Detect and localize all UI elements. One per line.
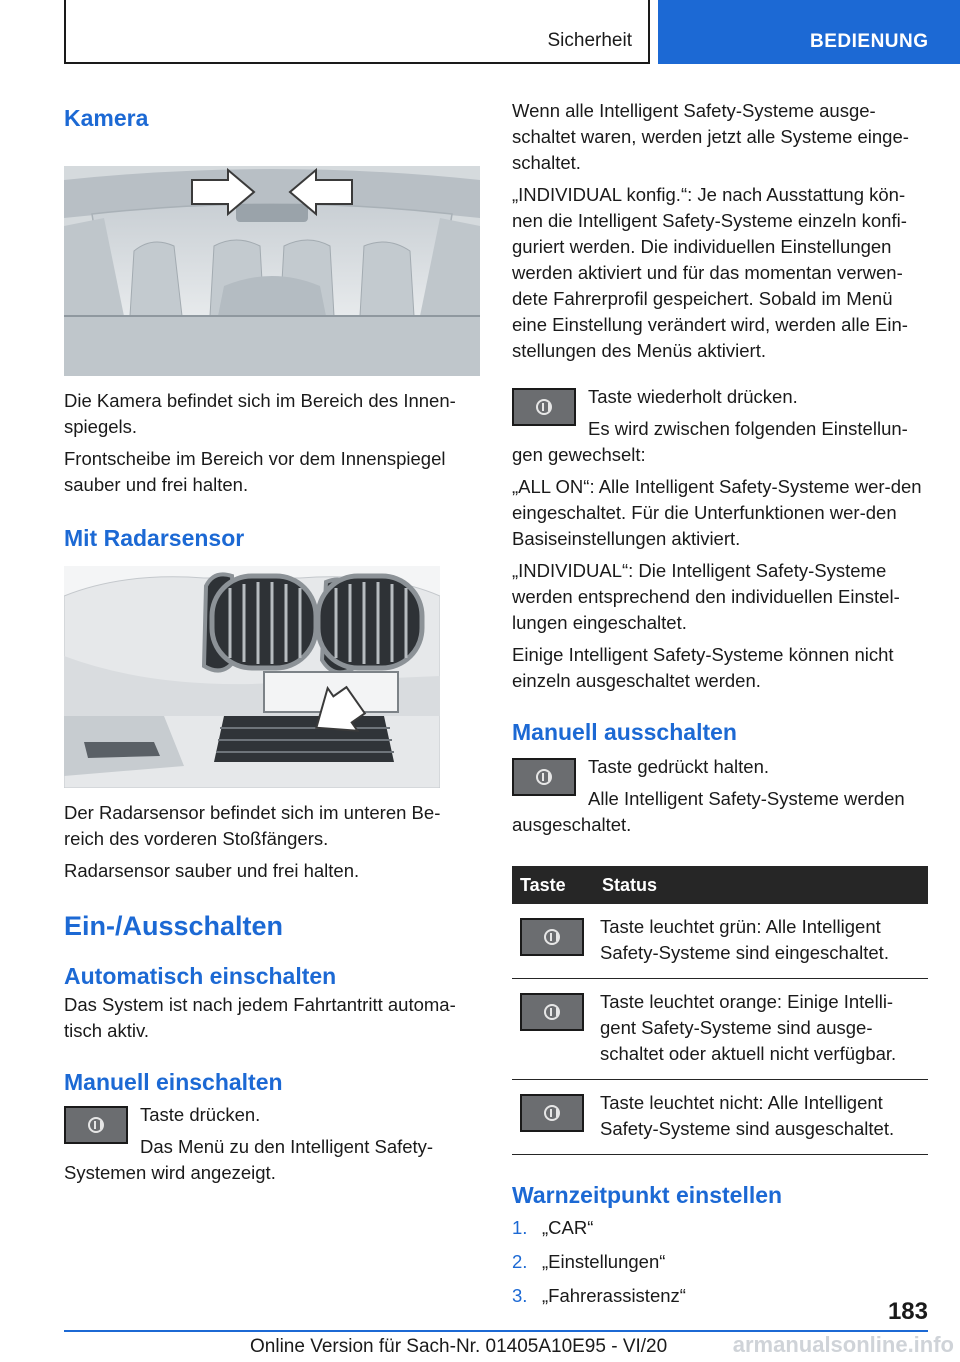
manual-off-instruction: Taste gedrückt halten.	[588, 756, 769, 777]
watermark-text: armanualsonline.info	[732, 1332, 954, 1357]
header-chapter-tab	[658, 0, 960, 64]
manual-off-block	[512, 754, 928, 838]
auto-on-text: Das System ist nach jedem Fahrtantritt automa-tisch aktiv.	[64, 994, 456, 1041]
list-item: 3. „Fahrerassistenz“	[512, 1285, 686, 1306]
status-orange-text: Taste leuchtet orange: Einige Intelli-gent Safety-Systeme sind ausge-schaltet oder aktuell nicht verfügbar.	[594, 979, 928, 1080]
heading-warning-time: Warnzeitpunkt einstellen	[512, 1182, 783, 1208]
heading-manual-on: Manuell einschalten	[64, 1069, 283, 1095]
heading-radar: Mit Radarsensor	[64, 525, 245, 551]
not-individually-off-text: Einige Intelligent Safety-Systeme können nicht einzeln ausgeschaltet werden.	[512, 644, 894, 691]
safety-button-icon	[536, 769, 552, 785]
safety-button-icon	[544, 1004, 560, 1020]
table-row	[512, 1080, 928, 1155]
manual-on-instruction: Taste drücken.	[140, 1104, 261, 1125]
camera-clean-text: Frontscheibe im Bereich vor dem Innenspiegel sauber und frei halten.	[64, 448, 446, 495]
manual-off-result: Alle Intelligent Safety-Systeme werden ausgeschaltet.	[512, 788, 905, 835]
heading-auto-on: Automatisch einschalten	[64, 963, 337, 989]
table-row	[512, 979, 928, 1080]
safety-button-key-green	[520, 918, 584, 956]
repeat-press-instruction: Taste wiederholt drücken.	[588, 386, 798, 407]
safety-button-icon	[544, 1105, 560, 1121]
list-item: 1. „CAR“	[512, 1217, 594, 1238]
repeat-press-result: Es wird zwischen folgenden Einstellun-gen gewechselt:	[512, 418, 908, 465]
page-number: 183	[887, 1298, 928, 1325]
manual-on-result: Das Menü zu den Intelligent Safety-Systemen wird angezeigt.	[64, 1136, 434, 1183]
heading-camera: Kamera	[64, 105, 149, 131]
car-interior-illustration	[64, 166, 480, 376]
car-front-illustration	[64, 566, 440, 788]
right-column	[512, 96, 928, 1313]
camera-illustration	[64, 166, 480, 376]
radar-illustration	[64, 566, 440, 788]
table-header-row	[512, 866, 928, 904]
safety-button-key-off	[520, 1094, 584, 1132]
button-status-table	[512, 866, 928, 1155]
safety-button-icon	[544, 929, 560, 945]
radar-location-text: Der Radarsensor befindet sich im unteren Be-reich des vorderen Stoßfängers.	[64, 802, 441, 849]
table-row	[512, 904, 928, 979]
safety-button-key-orange	[520, 993, 584, 1031]
table-header-status: Status	[594, 866, 928, 904]
individual-config-text: „INDIVIDUAL konfig.“: Je nach Ausstattung kön-nen die Intelligent Safety-Systeme einzeln konfi-guriert werden. Die individuellen Einstellungen werden aktiviert und für das momentan verwen-dete Fahrerprofil gespeichert. Sobald im Menü eine Einstellung verändert wird, werden alle Ein-stellungen des Menüs aktiviert.	[512, 184, 908, 361]
header-section-box	[64, 0, 650, 64]
safety-button-icon	[536, 399, 552, 415]
safety-button-key	[64, 1106, 128, 1144]
individual-text: „INDIVIDUAL“: Die Intelligent Safety-Systeme werden entsprechend den individuellen Einstel-lungen eingeschaltet.	[512, 560, 900, 633]
all-off-text: Wenn alle Intelligent Safety-Systeme ausge-schaltet waren, werden jetzt alle Systeme einge-schaltet.	[512, 100, 909, 173]
list-item: 2. „Einstellungen“	[512, 1251, 666, 1272]
header-section-title: Sicherheit	[547, 30, 632, 51]
all-on-text: „ALL ON“: Alle Intelligent Safety-Systeme wer-den eingeschaltet. Für die Unterfunktionen wer-den Basiseinstellungen aktiviert.	[512, 476, 922, 549]
header-chapter-label: BEDIENUNG	[810, 31, 929, 52]
manual-on-block	[64, 1102, 480, 1186]
heading-manual-off: Manuell ausschalten	[512, 719, 737, 745]
repeat-press-block	[512, 384, 928, 468]
camera-location-text: Die Kamera befindet sich im Bereich des Innen-spiegels.	[64, 390, 456, 437]
safety-button-icon	[88, 1117, 104, 1133]
footer-version-text: Online Version für Sach-Nr. 01405A10E95 - VI/20	[250, 1336, 668, 1357]
table-header-key: Taste	[512, 866, 594, 904]
steps-list	[512, 1211, 928, 1313]
safety-button-key	[512, 388, 576, 426]
safety-button-key	[512, 758, 576, 796]
radar-clean-text: Radarsensor sauber und frei halten.	[64, 860, 360, 881]
status-off-text: Taste leuchtet nicht: Alle Intelligent Safety-Systeme sind ausgeschaltet.	[594, 1080, 928, 1155]
status-green-text: Taste leuchtet grün: Alle Intelligent Safety-Systeme sind eingeschaltet.	[594, 904, 928, 979]
left-column	[64, 96, 480, 1186]
heading-on-off: Ein-/Ausschalten	[64, 911, 284, 941]
